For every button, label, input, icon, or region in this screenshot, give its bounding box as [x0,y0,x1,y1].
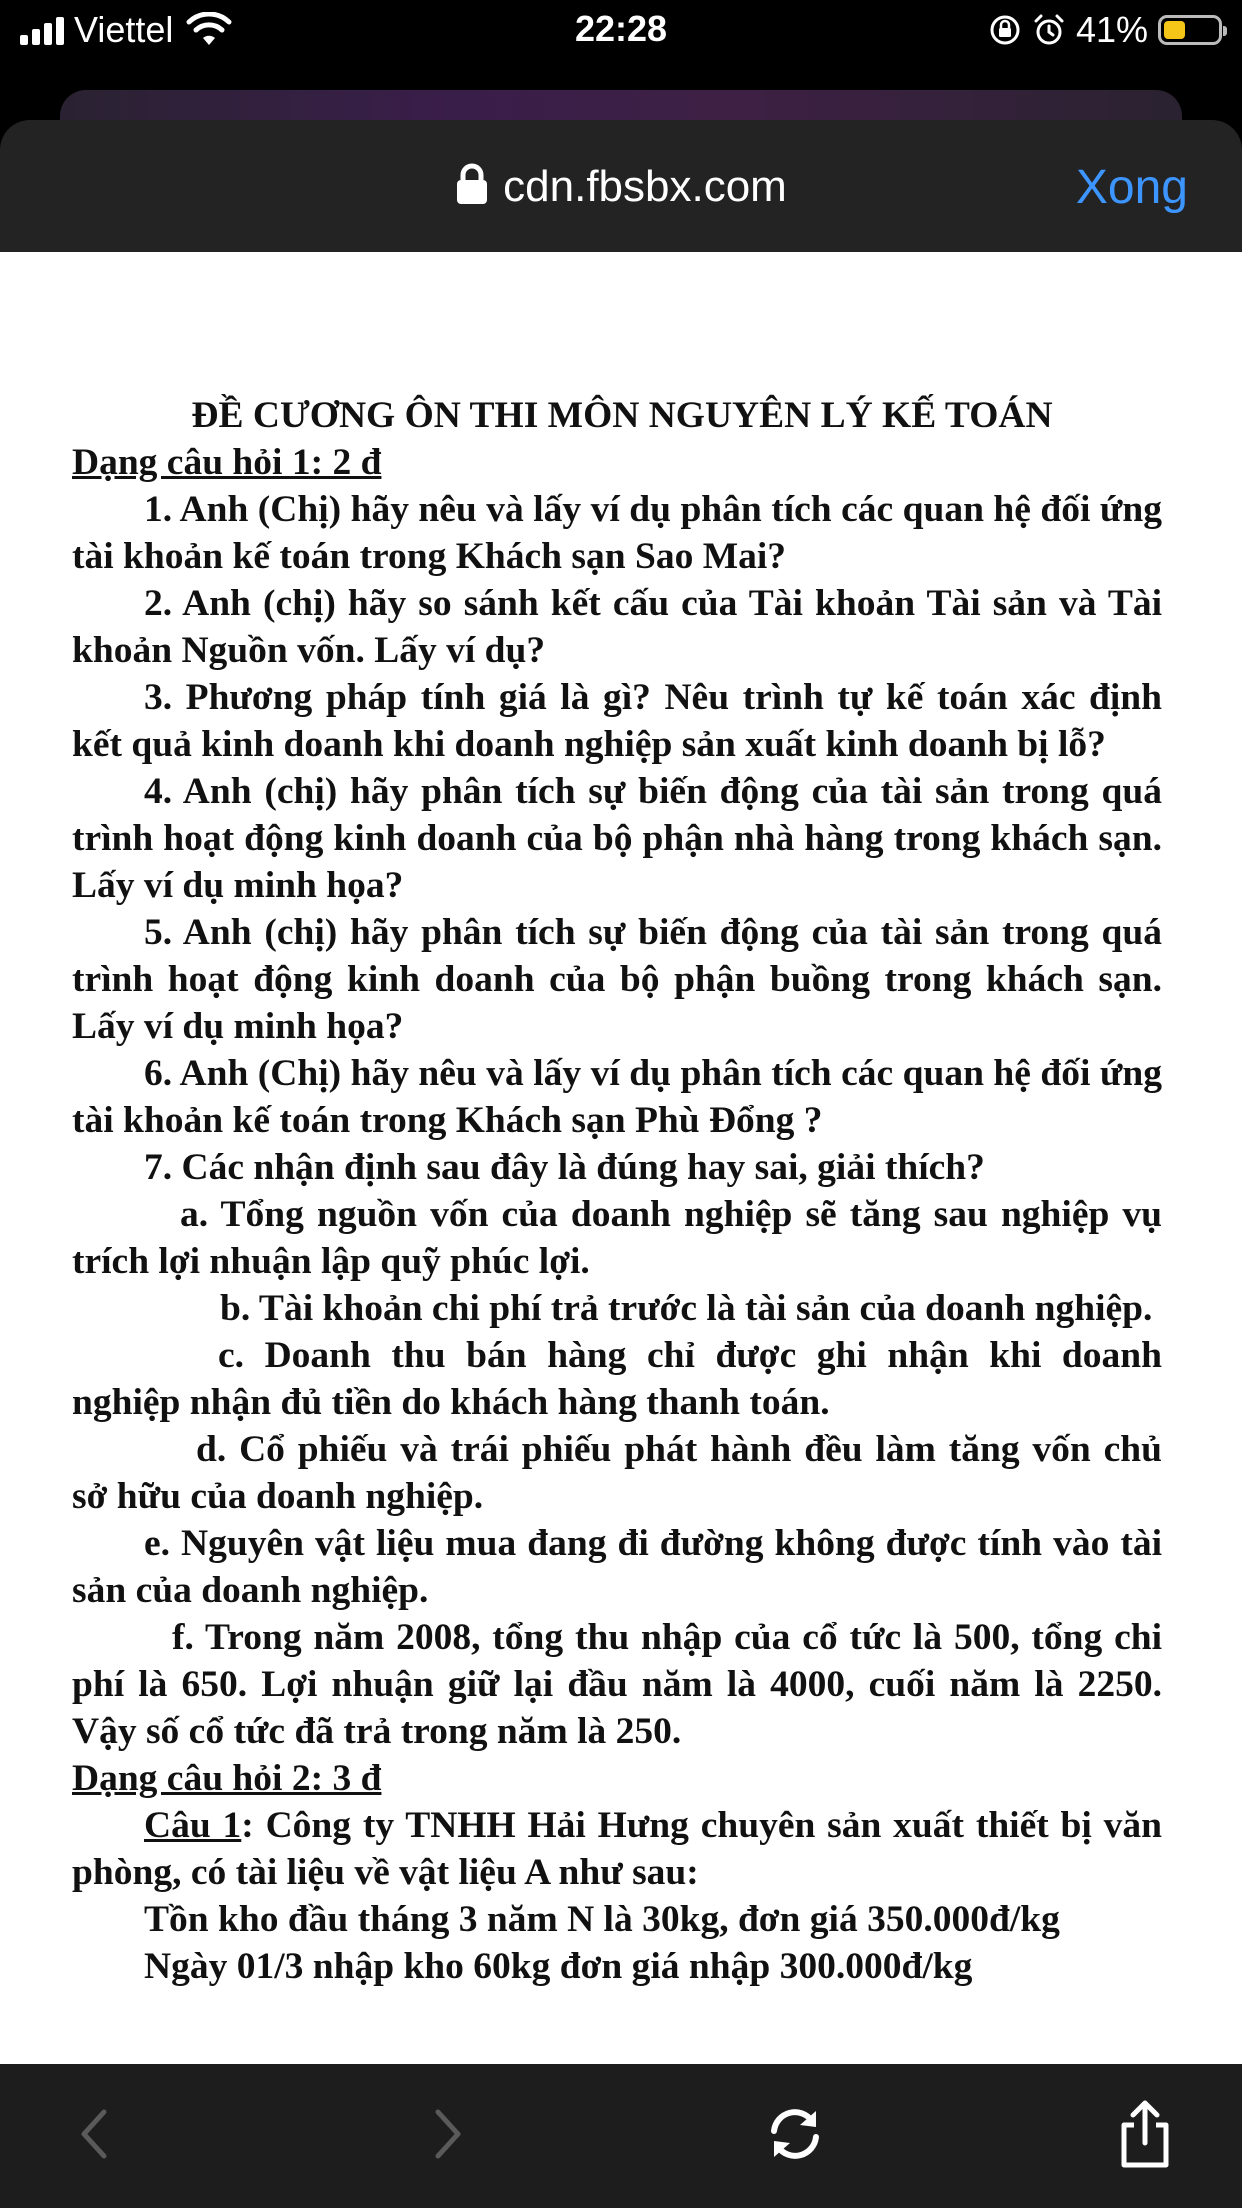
section-heading-1: Dạng câu hỏi 1: 2 đ [72,442,382,483]
statement-f: f. Trong năm 2008, tổng thu nhập của cổ tức là 500, tổng chi phí là 650. Lợi nhuận giữ lại đầu năm là 4000, cuối năm là 2250. Vậy số cổ tức đã trả trong năm là 250. [72,1617,1162,1752]
battery-icon [1158,15,1222,45]
question-6: 6. Anh (Chị) hãy nêu và lấy ví dụ phân tích các quan hệ đối ứng tài khoản kế toán trong Khách sạn Phù Đổng ? [72,1053,1162,1141]
share-button[interactable] [1105,2094,1185,2174]
browser-url-bar [0,120,1242,252]
problem-1-label: Câu 1 [144,1805,242,1846]
problem-1-line-2: Ngày 01/3 nhập kho 60kg đơn giá nhập 300.000đ/kg [144,1946,973,1987]
document-page [72,392,1162,1990]
url-text: cdn.fbsbx.com [503,162,787,211]
url-display[interactable] [0,162,1242,212]
chevron-right-icon [428,2106,468,2162]
problem-1 [72,1802,1162,1896]
reload-icon [762,2101,828,2167]
problem-1-text: : Công ty TNHH Hải Hưng chuyên sản xuất thiết bị văn phòng, có tài liệu về vật liệu A như sau: [72,1805,1162,1893]
section-heading-2: Dạng câu hỏi 2: 3 đ [72,1758,382,1799]
clock: 22:28 [574,8,668,49]
question-4: 4. Anh (chị) hãy phân tích sự biến động của tài sản trong quá trình hoạt động kinh doanh của bộ phận nhà hàng trong khách sạn. Lấy ví dụ minh họa? [72,771,1162,906]
statement-e: e. Nguyên vật liệu mua đang đi đường không được tính vào tài sản của doanh nghiệp. [72,1523,1162,1611]
statement-d: d. Cổ phiếu và trái phiếu phát hành đều làm tăng vốn chủ sở hữu của doanh nghiệp. [72,1429,1162,1517]
share-icon [1116,2099,1174,2169]
question-3: 3. Phương pháp tính giá là gì? Nêu trình tự kế toán xác định kết quả kinh doanh khi doanh nghiệp sản xuất kinh doanh bị lỗ? [72,677,1162,765]
problem-1-line-1: Tồn kho đầu tháng 3 năm N là 30kg, đơn giá 350.000đ/kg [144,1899,1060,1940]
statement-b: b. Tài khoản chi phí trả trước là tài sản của doanh nghiệp. [220,1288,1153,1329]
lock-icon [455,163,489,205]
status-bar [0,0,1242,64]
carrier-name: Viettel [74,9,174,50]
alarm-icon [1032,13,1066,47]
back-button[interactable] [54,2094,134,2174]
statement-c: c. Doanh thu bán hàng chỉ được ghi nhận khi doanh nghiệp nhận đủ tiền do khách hàng thanh toán. [72,1335,1162,1423]
document-viewer[interactable] [0,252,1242,2064]
question-7: 7. Các nhận định sau đây là đúng hay sai, giải thích? [144,1147,985,1188]
done-button[interactable]: Xong [1075,161,1188,214]
statement-a: a. Tổng nguồn vốn của doanh nghiệp sẽ tăng sau nghiệp vụ trích lợi nhuận lập quỹ phúc lợi. [72,1194,1162,1282]
question-2: 2. Anh (chị) hãy so sánh kết cấu của Tài khoản Tài sản và Tài khoản Nguồn vốn. Lấy ví dụ? [72,583,1162,671]
chevron-left-icon [74,2106,114,2162]
battery-percent: 41% [1075,9,1148,50]
reload-button[interactable] [755,2094,835,2174]
battery-fill [1164,21,1185,39]
document-title: ĐỀ CƯƠNG ÔN THI MÔN NGUYÊN LÝ KẾ TOÁN [191,395,1053,436]
browser-toolbar [0,2064,1242,2208]
forward-button[interactable] [408,2094,488,2174]
question-1: 1. Anh (Chị) hãy nêu và lấy ví dụ phân tích các quan hệ đối ứng tài khoản kế toán trong Khách sạn Sao Mai? [72,489,1162,577]
orientation-lock-icon [988,13,1022,47]
question-5: 5. Anh (chị) hãy phân tích sự biến động của tài sản trong quá trình hoạt động kinh doanh của bộ phận buồng trong khách sạn. Lấy ví dụ minh họa? [72,912,1162,1047]
